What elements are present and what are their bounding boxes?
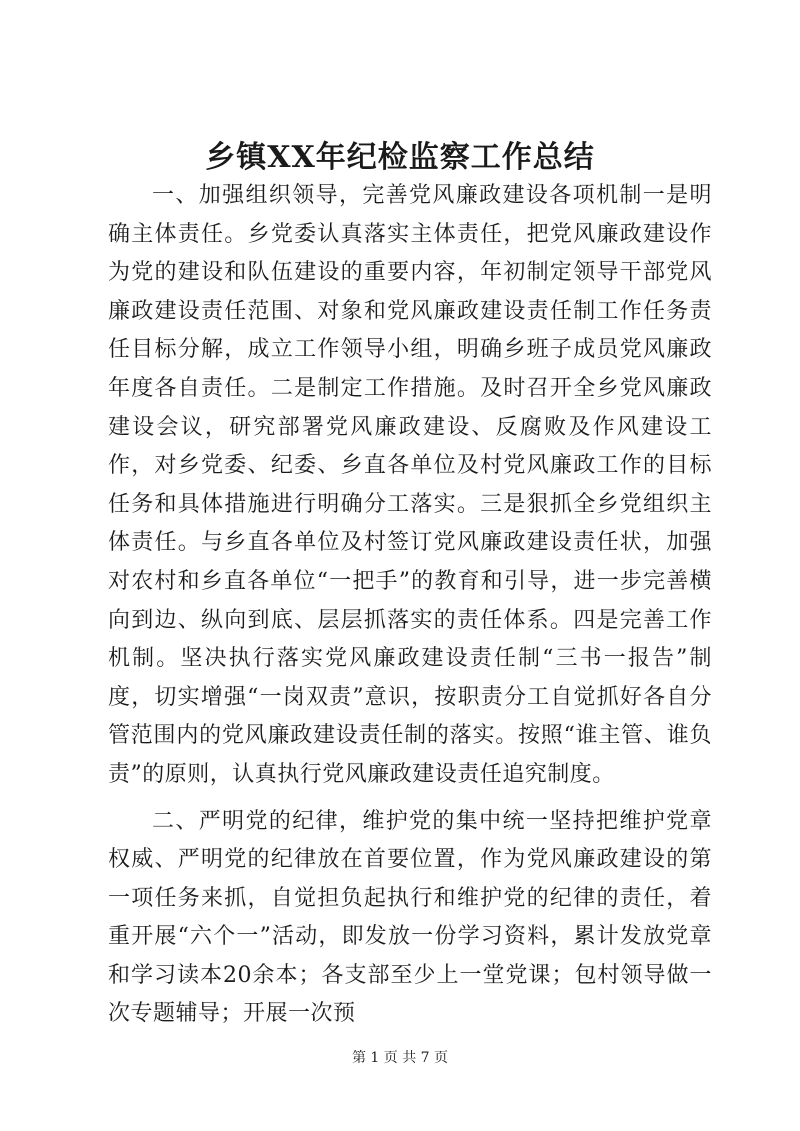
paragraph-2: 二、严明党的纪律，维护党的集中统一坚持把维护党章权威、严明党的纪律放在首要位置，作为党风廉政建设的第一项任务来抓，自觉担负起执行和维护党的纪律的责任，着重开展“六个一”活动，即发放一份学习资料，累计发放党章和学习读本20余本；各支部至少上一堂党课；包村领导做一次专题辅导；开展一次预 <box>108 808 712 1027</box>
document-title: 乡镇XX年纪检监察工作总结 <box>205 140 595 175</box>
paragraph-1: 一、加强组织领导，完善党风廉政建设各项机制一是明确主体责任。乡党委认真落实主体责任，把党风廉政建设作为党的建设和队伍建设的重要内容，年初制定领导干部党风廉政建设责任范围、对象和党风廉政建设责任制工作任务责任目标分解，成立工作领导小组，明确乡班子成员党风廉政年度各自责任。二是制定工作措施。及时召开全乡党风廉政建设会议，研究部署党风廉政建设、反腐败及作风建设工作，对乡党委、纪委、乡直各单位及村党风廉政工作的目标任务和具体措施进行明确分工落实。三是狠抓全乡党组织主体责任。与乡直各单位及村签订党风廉政建设责任状，加强对农村和乡直各单位“一把手”的教育和引导，进一步完善横向到边、纵向到底、层层抓落实的责任体系。四是完善工作机制。坚决执行落实党风廉政建设责任制“三书一报告”制度，切实增强“一岗双责”意识，按职责分工自觉抓好各自分管范围内的党风廉政建设责任制的落实。按照“谁主管、谁负责”的原则，认真执行党风廉政建设责任追究制度。 <box>108 183 712 787</box>
page-footer <box>0 1048 800 1068</box>
document-body <box>108 177 712 1042</box>
page-indicator: 第 1 页 共 7 页 <box>351 1050 449 1066</box>
